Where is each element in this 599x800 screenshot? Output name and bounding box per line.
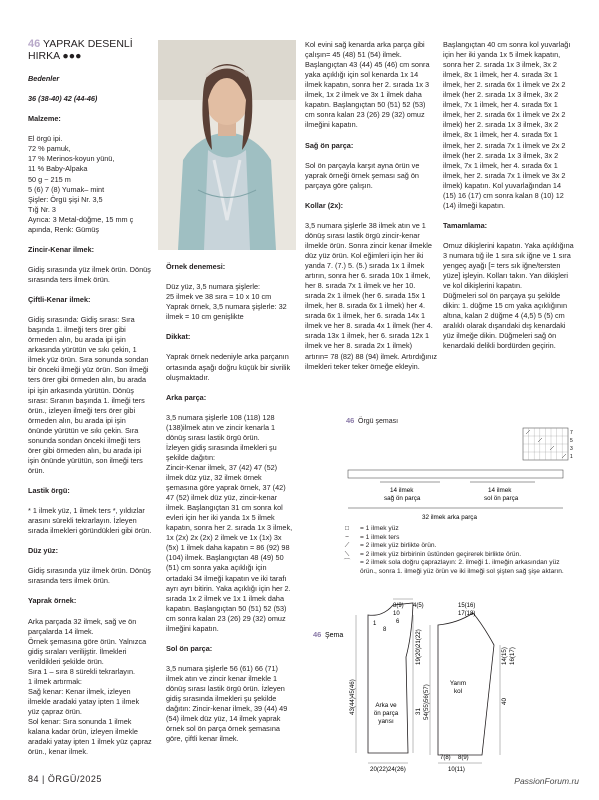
k2tog-symbol-icon: ⟋ — [344, 542, 350, 550]
sleeves-heading: Kollar (2x): — [305, 200, 344, 210]
sleeve-h1-label: 14(15) — [501, 647, 508, 665]
garment-schematic — [308, 595, 588, 773]
stockinette-heading: Düz yüz: — [28, 546, 58, 556]
sizes-label: Bedenler — [28, 74, 60, 84]
legend-item — [340, 525, 570, 534]
sleeve-h2-label: 16(17) — [509, 647, 516, 665]
note-text: Yaprak örnek nedeniyle arka parçanın ortasında aşağı doğru küçük bir sivrilik oluşmaktadır. — [166, 352, 291, 382]
chart-title: Örgü şeması — [358, 418, 399, 425]
right-front-heading: Sağ ön parça: — [305, 140, 354, 150]
back-text: 3,5 numara şişlerle 108 (118) 128 (138)ilmek atın ve zincir kenarla 1 dönüş sırası lastik örgü örün. İzleyen gidiş sırasında ilmekleri şu şekilde dağıtın: Zincir-Kenar ilmek, 37 (42) 47 (52) ilmek düz yüz, 32 ilmek örnek şemasına göre yaprak örnek, 37 (42) 47 (52) ilmek düz yüz, zincir-kenar ilmek. Başlangıçtan 31 cm sonra kol evleri için her iki yanda 1x 5 ilmek kapatın, sonra her 2. sırada 1x 3 ilmek, 1x (2x) 2x (2x) 2 ilmek ve 1x (1x) 3x (5x) 1 ilmek daha kapatın = 86 (92) 98 (104) ilmek. Başlangıçtan 48 (49) 50 (51) cm sonra yaka açıklığı için ortadaki 34 ilmeği kapatın ve iki tarafı ayrı ayrı bitirin. Yaka açıklığı için her 2. sırada 1x 2 ilmek ve 1x 1 ilmek daha kapatın. Başlangıçtan 50 (51) 52 (53) cm sonra kalan 23 (26) 29 (32) omuz ilmeğini kapatın. — [166, 412, 293, 633]
right-front-text: Sol ön parçayla karşıt ayna örün ve yaprak örneği örnek şeması sağ ön parçaya göre çalışın. — [305, 160, 420, 190]
chart-left-label-1: 14 ilmek — [390, 487, 414, 494]
back-height-label: 43(44)45(46) — [349, 679, 356, 715]
row-label-5: 5 — [570, 438, 573, 444]
magazine-name: ÖRGÜ/2025 — [47, 774, 102, 784]
footer-separator: | — [42, 774, 45, 784]
back-label-1: Arka ve — [375, 702, 397, 709]
double-edge-text: Gidiş sırasında: Gidiş sırası: Sıra başında 1. ilmeği ters örer gibi örmeden alın, bu arada ipi işin arkasında yürütün ve sıkı çekin, 1 ilmek yüz örün. Sıra sonunda sondan bir önceki ilmeği yüz örün. Son ilmeği ters örer gibi örmeden alın, bu arada ipi işin arkasında yürütün. Dönüş sırası: Sıranın başında 1. ilmeği ters örün., izleyen ilmeği ters örer gibi örmeden alın, bu arada ipi işin önünde yürütün ve sıkı çekin. Sıra sonunda sondan önceki ilmeği ters örer gibi örmeden alın, bu arada ipi işin önünde yürütün, son ilmeği ters örün. — [28, 315, 149, 475]
legend-text: = 1 ilmek ters — [360, 533, 400, 541]
watermark: PassionForum.ru — [514, 776, 579, 786]
cross-symbol-icon: ⌒ — [343, 559, 351, 567]
gauge-heading: Örnek denemesi: — [166, 262, 226, 272]
sizes-value: 36 (38-40) 42 (44-46) — [28, 94, 98, 104]
legend-text: = 2 ilmek yüz birlikte örün. — [360, 542, 437, 550]
schema-title: Şema — [325, 632, 344, 639]
back-upper-label: 19(20)21(22) — [415, 629, 422, 665]
back-label-3: yarısı — [378, 718, 394, 725]
chart-brackets — [348, 470, 563, 508]
sleeve-top-b: 17(18) — [458, 611, 476, 617]
purl-symbol-icon: − — [345, 533, 349, 541]
stitch-chart — [340, 412, 580, 524]
left-front-heading: Sol ön parça: — [166, 643, 213, 653]
row-label-1: 1 — [570, 454, 573, 460]
chart-right-label-2: sol ön parça — [484, 495, 519, 502]
chart-left-label-2: sağ ön parça — [384, 495, 421, 502]
sleeve-total-label: 54(55)56(57) — [423, 684, 430, 720]
double-edge-heading: Çiftli-Kenar ilmek: — [28, 295, 91, 305]
back-side-label: 1 — [373, 621, 377, 627]
page-number: 84 — [28, 774, 40, 784]
sleeve-cap-text: Başlangıçtan 40 cm sonra kol yuvarlağı için her iki yanda 1x 5 ilmek kapatın, sonra her 2. sırada 1x 3 ilmek, 3x 2 ilmek, 8x 1 ilmek, her 4. sırada 3x 1 ilmek, her 2. sırada 6x 1 ilmek ve 2x 2 ilmek (her 2. sırada 1x 3 ilmek, 3x 2 ilmek, 7x 1 ilmek, her 4. sırada 5x 1 ilmek, her 2. sırada 6x 1 ilmek ve 2x 2 ilmek) her 2. sırada 1x 3 ilmek, 3x 2 ilmek, 8x 1 ilmek, her 4. sırada 5x 1 ilmek, her 2. sırada 7x 1 ilmek ve 2x 2 ilmek (her 2. sırada 1x 3 ilmek, 3x 2 ilmek, 7x 1 ilmek, her 4. sırada 6x 1 ilmek, her 2. sırada 7x 1 ilmek ve 3x 2 ilmek) kapatın. Kol yuvarlağından 14 (15) 16 (17) cm sonra kalan 8 (10) 12 (14) ilmeği kapatın. — [443, 40, 571, 210]
legend-item — [340, 551, 570, 560]
sleeve-40-label: 40 — [501, 698, 508, 705]
pattern-title-line2: HIRKA ●●● — [28, 50, 82, 62]
armhole-text: Kol evini sağ kenarda arka parça gibi çalışın= 45 (48) 51 (54) ilmek. Başlangıçtan 43 (44) 45 (46) cm sonra yaka açıklığı için sol kenarda 1x 14 ilmek kapatın, sonra her 2. sırada 1x 3 ilmek, 1x 2 ilmek ve 3x 1 ilmek daha kapatın. Başlangıçtan 50 (51) 52 (53) cm sonra kalan 23 (26) 29 (32) omuz ilmeğini kapatın. — [305, 40, 430, 130]
back-top-a: 8(9) — [393, 603, 404, 609]
chart-bottom-label: 32 ilmek arka parça — [422, 514, 477, 521]
column-3 — [305, 30, 437, 382]
sleeve-bottom-a: 7(8) — [440, 755, 451, 761]
leaf-pattern-heading: Yaprak örnek: — [28, 596, 77, 606]
sleeve-label-2: kol — [453, 688, 463, 695]
legend-text: = 2 ilmek yüz birbirinin üstünden geçirerek birlikte örün. — [360, 550, 522, 558]
leaf-pattern-text: Arka parçada 32 ilmek, sağ ve ön parçalarda 14 ilmek. Örnek şemasına göre örün. Yalnızca gidiş sıraları verilijştir. İlmekleri verildikleri şekilde örün. Sıra 1 – sıra 8 sürekli tekrarlayın. 1 ilmek artırmak: Sağ kenar: Kenar ilmek, izleyen ilmekle aradaki yatay ipten 1 ilmek yüz çapraz örün. Sol kenar: Sıra sonunda 1 ilmek kalana kadar örün, izleyen ilmekle aradaki yatay ipten 1 ilmek yüz çapraz örün., kenar ilmek. — [28, 616, 152, 757]
column-4 — [443, 30, 575, 362]
note-heading: Dikkat: — [166, 332, 191, 342]
legend-text: = 1 ilmek yüz — [360, 525, 399, 532]
gauge-text: Düz yüz, 3,5 numara şişlerle: 25 ilmek ve 38 sıra = 10 x 10 cm Yaprak örnek, 3,5 numara şişlerle: 32 ilmek = 10 cm genişlikte — [166, 282, 287, 322]
back-top-f: 6 — [396, 619, 400, 625]
pattern-title — [28, 38, 153, 62]
sleeve-top-a: 15(16) — [458, 603, 476, 609]
materials-text: El örgü ipi. 72 % pamuk, 17 % Merinos-koyun yünü, 11 % Baby-Alpaka 50 g ~ 215 m 5 (6) 7 (8) Yumak– mint Şişler: Örgü şişi Nr. 3,5 Tığ Nr. 3 Ayrıca: 3 Metal-düğme, 15 mm ç apında, Renk: Gümüş — [28, 134, 134, 234]
chain-edge-text: Gidiş sırasında yüz ilmek örün. Dönüş sırasında ters ilmek örün. — [28, 264, 151, 284]
legend-item — [340, 534, 570, 543]
legend-text: = 2 ilmek sola doğru çaprazlayın: 2. ilmeği 1. ilmeğin arkasından yüz örün., sonra 1. ilmeği yüz örün ve iki ilmeği sol şişten sağ şişe aktarın. — [360, 559, 564, 575]
back-top-c: 4(5) — [413, 603, 424, 609]
back-lower-label: 31 — [415, 708, 422, 715]
sleeves-text: 3,5 numara şişlerle 38 ilmek atın ve 1 dönüş sırası lastik örgü zincir-kenar ilmekle örün. Sonra zincir kenar ilmekle düz yüz örün. Kol eğimleri için her iki yanda 7. (7.) 5. (5.) sırada 1x 1 ilmek artırın, sonra her 6. sırada 10x 1 ilmek, her 8. sırada 7x 1 ilmek ve her 10. sırada 2x 1 ilmek (her 6. sırada 15x 1 ilmek, her 8. sırada 6x 1 ilmek) her 4. sırada 6x 1 ilmek, her 6. sırada 14x 1 ilmek ve her 8. sırada 4x 1 ilmek (her 4. sırada 13x 1 ilmek, her 6. sırada 12x 1 ilmek ve her 8. sırada 2x 1 ilmek) artırın= 78 (82) 88 (94) ilmek. Artırdığınız ilmekleri teker teker örneğe ekleyin. — [305, 220, 438, 371]
column-2 — [166, 252, 294, 754]
chart-legend — [340, 525, 570, 577]
back-inner-label: 8 — [383, 627, 387, 633]
stockinette-text: Gidiş sırasında yüz ilmek örün. Dönüş sırasında ters ilmek örün. — [28, 566, 151, 586]
sleeve-label-1: Yarım — [449, 680, 467, 687]
chart-grid — [523, 428, 568, 460]
row-label-3: 3 — [570, 446, 573, 452]
back-label-2: ön parça — [373, 710, 399, 717]
chart-right-label-1: 14 ilmek — [488, 487, 512, 494]
legend-item — [340, 542, 570, 551]
back-width-label: 20(22)24(26) — [370, 766, 406, 773]
chart-number: 46 — [346, 416, 355, 425]
sleeve-bottom-b: 8(9) — [458, 755, 469, 761]
materials-heading: Malzeme: — [28, 114, 61, 124]
legend-item — [340, 559, 570, 576]
rib-text: * 1 ilmek yüz, 1 ilmek ters *, yıldızlar arasını sürekli tekrarlayın. İzleyen sırada ilmekleri göründükleri gibi örün. — [28, 506, 152, 536]
left-front-text: 3,5 numara şişlerle 56 (61) 66 (71) ilmek atın ve zincir kenar ilmekle 1 dönüş sırası lastik örgü örün. İzleyen gidiş sırasında ilmekleri şu şekilde dağıtın: Zincir-kenar ilmek, 39 (44) 49 (54) ilmek düz yüz, 14 ilmek yaprak örnek sol ön parça örnek şemasına göre, çiftli kenar ilmek. — [166, 663, 288, 744]
knit-symbol-icon: □ — [345, 525, 349, 532]
model-photo — [158, 40, 296, 250]
finishing-text: Omuz dikişlerini kapatın. Yaka açıklığına 3 numara tığ ile 1 sıra sık iğne ve 1 sıra yengeç ayağı [= ters sık iğne/tersten yüze] işleyin. Kolları takın. Yan dikişleri ve kol dikişlerini kapatın. Düğmeleri sol ön parçaya şu şekilde dikin: 1. düğme 15 cm yaka açıklığının altına, kalan 2 düğme 4 (4,5) 5 (5) cm aralıklı olarak dışarıdaki dış kenardaki yüz ilmeğe dikin. Düğmeleri sağ ön kenardaki delikli bordürden geçirin. — [443, 240, 574, 351]
back-top-b: 10 — [393, 611, 400, 617]
finishing-heading: Tamamlama: — [443, 220, 488, 230]
column-1 — [28, 64, 152, 767]
chain-edge-heading: Zincir-Kenar ilmek: — [28, 244, 95, 254]
pattern-title-line1: YAPRAK DESENLİ — [42, 38, 133, 50]
rib-heading: Lastik örgü: — [28, 485, 70, 495]
ssk-symbol-icon: ⟍ — [344, 550, 350, 558]
row-label-7: 7 — [570, 430, 573, 436]
schema-number: 46 — [313, 630, 322, 639]
sleeve-bottom-c: 10(11) — [448, 767, 465, 773]
back-heading: Arka parça: — [166, 392, 207, 402]
pattern-number: 46 — [28, 38, 41, 50]
page-footer — [28, 774, 102, 784]
